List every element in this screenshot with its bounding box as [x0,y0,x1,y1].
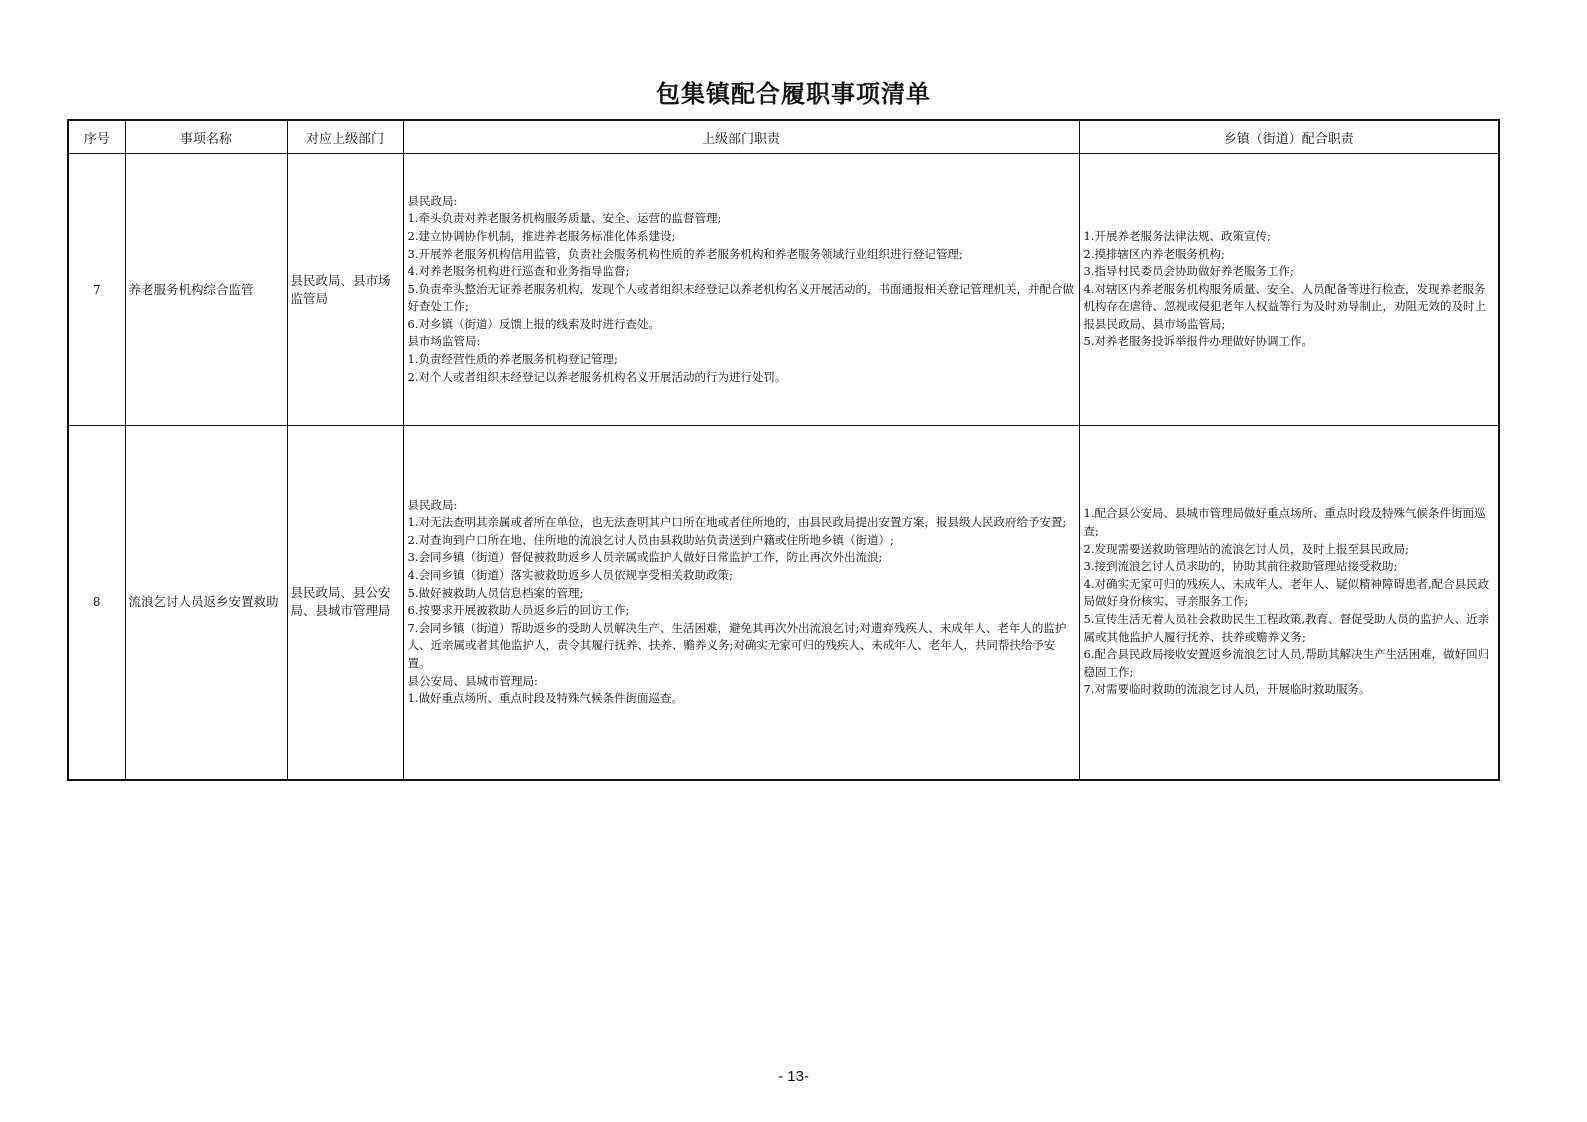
duty-line: 县公安局、县城市管理局: [407,673,538,688]
header-dept: 对应上级部门 [287,120,403,154]
page-number: - 13- [778,1068,809,1085]
duty-line: 3.开展养老服务机构信用监管，负责社会服务机构性质的养老服务机构和养老服务领域行业组织进行登记管理; [407,246,963,261]
duty-line: 1.负责经营性质的养老服务机构登记管理; [407,352,618,367]
duty-line: 6.按要求开展被救助人员返乡后的回访工作; [407,603,630,618]
duty-line: 2.发现需要送救助管理站的流浪乞讨人员，及时上报至县民政局; [1083,541,1409,556]
duty-line: 1.牵头负责对养老服务机构服务质量、安全、运营的监督管理; [407,211,722,226]
cell-town-duty [1079,426,1499,780]
duty-line: 4.对确实无家可归的残疾人、未成年人、老年人、疑似精神障碍患者,配合县民政局做好身份核实、寻亲服务工作; [1083,576,1490,609]
cell-upper-duty [403,426,1079,780]
cell-seq: 8 [68,426,125,780]
duty-line: 1.对无法查明其亲属或者所在单位，也无法查明其户口所在地或者住所地的，由县民政局提出安置方案，报县级人民政府给予安置; [407,515,1067,530]
duty-line: 3.接到流浪乞讨人员求助的，协助其前往救助管理站接受救助; [1083,559,1398,574]
duty-line: 县市场监管局: [407,334,481,349]
duty-table [67,119,1500,781]
duty-line: 1.开展养老服务法律法规、政策宣传; [1083,228,1271,243]
duty-line: 5.对养老服务投诉举报件办理做好协调工作。 [1083,334,1313,349]
table-row [68,426,1499,780]
duty-line: 4.对养老服务机构进行巡查和业务指导监督; [407,264,630,279]
duty-line: 3.指导村民委员会协助做好养老服务工作; [1083,264,1294,279]
cell-item-name: 流浪乞讨人员返乡安置救助 [125,426,287,780]
header-seq: 序号 [68,120,125,154]
header-item-name: 事项名称 [125,120,287,154]
duty-line: 1.配合县公安局、县城市管理局做好重点场所、重点时段及特殊气候条件街面巡查; [1083,506,1486,539]
duty-line: 5.宣传生活无着人员社会救助民生工程政策,教育、督促受助人员的监护人、近亲属或其他监护人履行抚养、扶养或赡养义务; [1083,612,1490,644]
duty-line: 县民政局: [407,193,458,208]
duty-line: 1.做好重点场所、重点时段及特殊气候条件街面巡查。 [407,691,683,706]
table-row [68,154,1499,426]
duty-line: 5.负责牵头整治无证养老服务机构，发现个人或者组织未经登记以养老机构名义开展活动的，书面通报相关登记管理机关，并配合做好查处工作; [407,281,1074,314]
duty-line: 7.对需要临时救助的流浪乞讨人员，开展临时救助服务。 [1083,682,1371,697]
duty-line: 4.会同乡镇（街道）落实被救助返乡人员依规享受相关救助政策; [407,568,733,583]
cell-seq: 7 [68,154,125,426]
cell-item-name: 养老服务机构综合监管 [125,154,287,426]
cell-dept: 县民政局、县公安局、县城市管理局 [287,426,403,780]
header-town-duty: 乡镇（街道）配合职责 [1079,120,1499,154]
page-title: 包集镇配合履职事项清单 [656,80,931,108]
cell-upper-duty [403,154,1079,426]
duty-line: 县民政局: [407,497,458,512]
cell-town-duty [1079,154,1499,426]
header-upper-duty: 上级部门职责 [403,120,1079,154]
cell-dept: 县民政局、县市场监管局 [287,154,403,426]
duty-line: 2.对个人或者组织未经登记以养老服务机构名义开展活动的行为进行处罚。 [407,369,787,384]
duty-line: 6.对乡镇（街道）反馈上报的线索及时进行查处。 [407,316,660,331]
table-header-row [68,120,1499,154]
duty-line: 3.会同乡镇（街道）督促被救助返乡人员亲属或监护人做好日常监护工作，防止再次外出流浪; [407,550,883,565]
duty-line: 6.配合县民政局接收安置返乡流浪乞讨人员,帮助其解决生产生活困难，做好回归稳固工作; [1083,647,1490,679]
duty-line: 4.对辖区内养老服务机构服务质量、安全、人员配备等进行检查，发现养老服务机构存在虐待、忽视或侵犯老年人权益等行为及时劝导制止，劝阻无效的及时上报县民政局、县市场监管局; [1083,281,1486,331]
duty-line: 7.会同乡镇（街道）帮助返乡的受助人员解决生产、生活困难，避免其再次外出流浪乞讨;对遗弃残疾人、未成年人、老年人的监护人、近亲属或者其他监护人，责令其履行抚养、扶养、赡养义务;对确实无家可归的残疾人、未成年人、老年人，共同帮扶给予安置。 [407,620,1067,671]
duty-line: 5.做好被救助人员信息档案的管理; [407,585,584,600]
duty-line: 2.建立协调协作机制，推进养老服务标准化体系建设; [407,228,676,243]
duty-line: 2.对查询到户口所在地、住所地的流浪乞讨人员由县救助站负责送到户籍或住所地乡镇（街道）; [407,532,894,547]
duty-line: 2.摸排辖区内养老服务机构; [1083,246,1225,261]
